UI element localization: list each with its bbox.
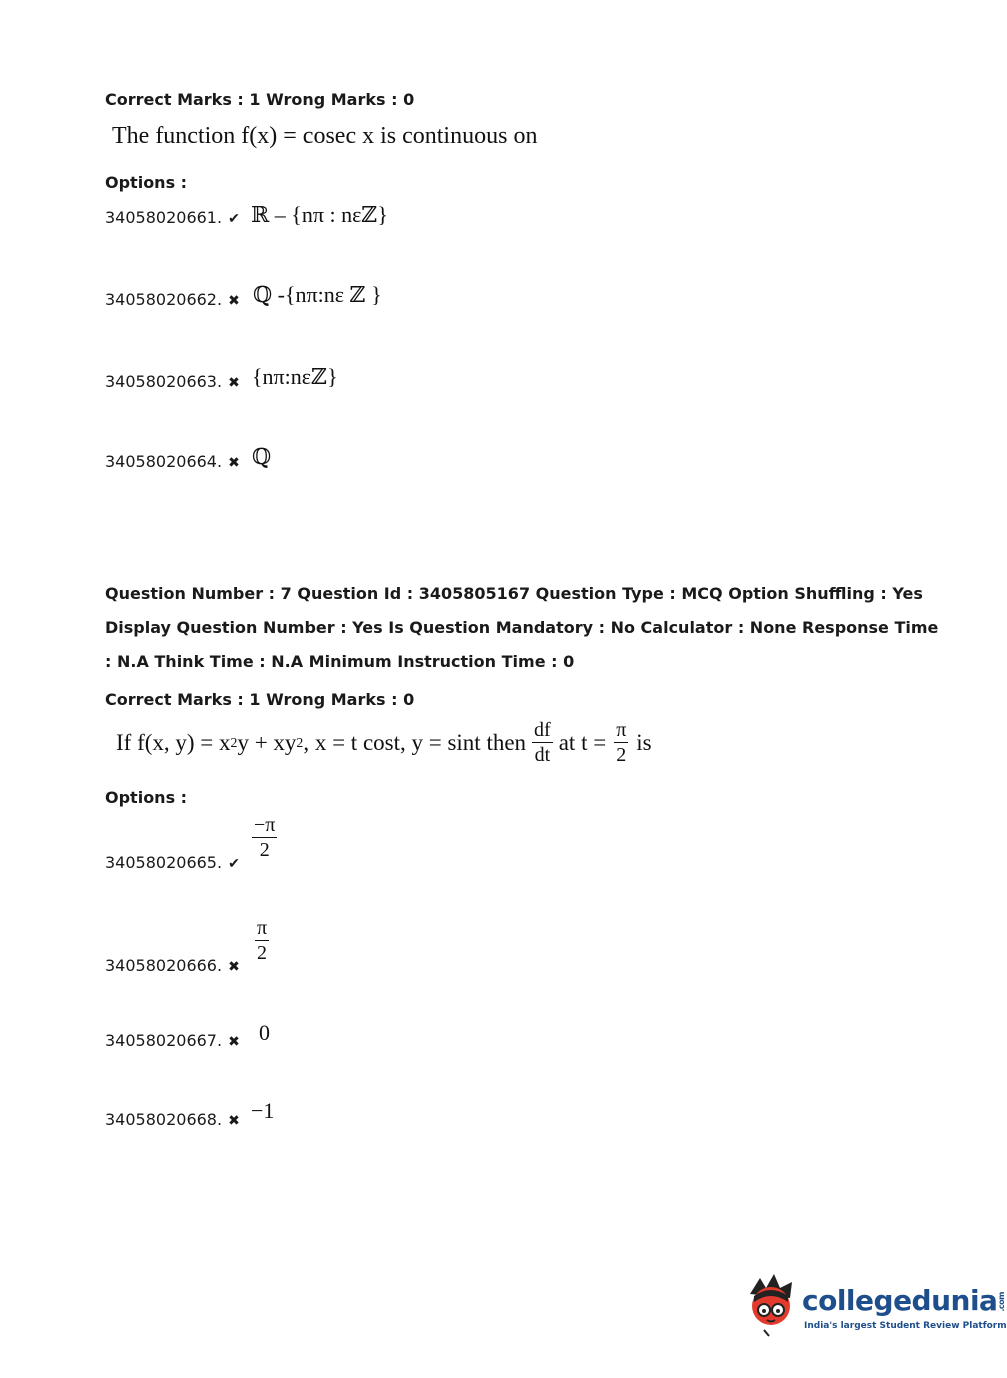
q6-option-4 (105, 444, 272, 472)
check-icon: ✔ (228, 212, 240, 227)
fraction-numerator: −π (254, 814, 276, 836)
option-math: ℝ – {nπ : nεℤ} (251, 202, 388, 227)
option-value: 0 (259, 1020, 270, 1045)
fraction-numerator: df (534, 719, 551, 741)
q7-info-line-2: Display Question Number : Yes Is Question Mandatory : No Calculator : None Response Time (105, 618, 939, 637)
q7-option-3 (105, 1020, 270, 1051)
option-fraction (252, 815, 277, 860)
cross-icon: ✖ (228, 376, 240, 391)
fraction-denominator: 2 (259, 839, 270, 861)
cross-icon: ✖ (228, 456, 240, 471)
q6-options-label: Options : (105, 173, 188, 192)
q7-question-text (116, 720, 652, 765)
option-math: ℚ (252, 444, 272, 469)
q7-info-line-3: : N.A Think Time : N.A Minimum Instruction Time : 0 (105, 652, 575, 671)
question-segment: is (636, 729, 652, 755)
logo-brand-text: collegedunia (802, 1284, 998, 1317)
option-id: 34058020665. (105, 853, 223, 872)
q7-info-line-1: Question Number : 7 Question Id : 3405805167 Question Type : MCQ Option Shuffling : Yes (105, 584, 923, 603)
logo-suffix: .com (997, 1292, 1007, 1312)
cross-icon: ✖ (228, 1114, 240, 1129)
q7-option-1 (105, 814, 276, 873)
collegedunia-logo (740, 1272, 1007, 1352)
option-id: 34058020662. (105, 290, 223, 309)
option-id: 34058020664. (105, 452, 223, 471)
option-math: {nπ:nεℤ} (252, 364, 338, 389)
question-segment: at t = (558, 729, 607, 755)
q7-option-4 (105, 1098, 275, 1130)
logo-brand (802, 1284, 1006, 1317)
option-id: 34058020668. (105, 1110, 223, 1129)
fraction-denominator: dt (534, 744, 551, 766)
q6-option-1 (105, 202, 388, 228)
option-id: 34058020667. (105, 1031, 223, 1050)
option-id: 34058020666. (105, 956, 223, 975)
question-segment: If f(x, y) = x (116, 729, 231, 755)
derivative-fraction (532, 720, 553, 765)
fraction-numerator: π (616, 719, 627, 741)
option-id: 34058020663. (105, 372, 223, 391)
option-value: −1 (251, 1098, 275, 1123)
fraction-denominator: 2 (257, 942, 268, 964)
fraction-denominator: 2 (616, 744, 627, 766)
exponent: 2 (230, 734, 238, 750)
q6-marks: Correct Marks : 1 Wrong Marks : 0 (105, 90, 415, 109)
cross-icon: ✖ (228, 960, 240, 975)
q7-marks: Correct Marks : 1 Wrong Marks : 0 (105, 690, 415, 709)
option-math: ℚ -{nπ:nε ℤ } (253, 282, 382, 307)
check-icon: ✔ (228, 857, 240, 872)
q7-options-label: Options : (105, 788, 188, 807)
question-segment: y + xy (237, 729, 297, 755)
exponent: 2 (296, 734, 304, 750)
pi-over-2-fraction (614, 720, 628, 765)
q6-option-3 (105, 364, 338, 392)
question-segment: , x = t cost, y = sint then (303, 729, 527, 755)
q7-option-2 (105, 917, 268, 976)
logo-tagline: India's largest Student Review Platform (804, 1321, 1007, 1331)
mascot-icon (740, 1272, 802, 1342)
q6-question-text: The function f(x) = cosec x is continuous on (112, 123, 538, 149)
option-fraction (255, 918, 269, 963)
cross-icon: ✖ (228, 294, 240, 309)
fraction-numerator: π (257, 917, 268, 939)
q6-option-2 (105, 282, 382, 310)
cross-icon: ✖ (228, 1035, 240, 1050)
option-id: 34058020661. (105, 208, 223, 227)
